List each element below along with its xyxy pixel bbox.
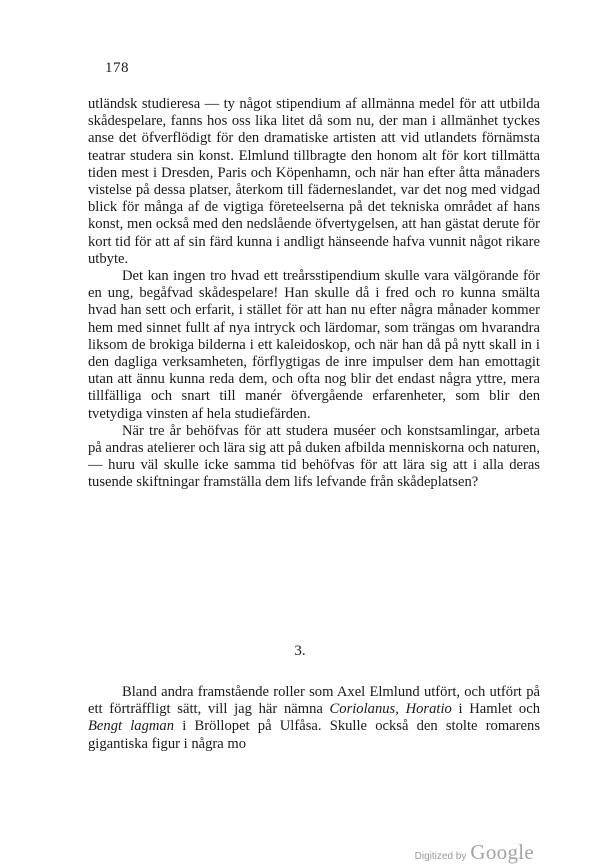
paragraph-text bbox=[399, 701, 406, 717]
paragraph: utländsk studieresa — ty något stipendium af allmänna medel för att utbilda skådespelare, fanns hos oss lika litet då som nu, der man i allmänhet tyckes anse det öfverflödigt för den dramatiske artisten att vid utlandets förnämsta teatrar studera sin konst. Elmlund tillbragte den honom alt för kort tillmätta tiden mest i Dresden, Paris och Köpenhamn, och när han efter åtta månaders vistelse på dessa platser, återkom till fäderneslandet, var det nog med vidgad blick för många af de vigtiga företeelserna på det tekniska området af hans konst, men också med den nedslående öfvertygelsen, att han gästat derute för kort tid för att af sin färd kunna i andligt hänseende hafva vunnit något rikare utbyte. bbox=[88, 96, 540, 267]
role-title-horatio: Horatio bbox=[405, 701, 452, 718]
role-title-bengt-lagman: Bengt lagman bbox=[88, 718, 175, 735]
section-number: 3. bbox=[294, 643, 306, 659]
google-logo: Google bbox=[470, 840, 534, 864]
body-text-block bbox=[88, 96, 540, 492]
body-text-block-section-3 bbox=[88, 684, 540, 753]
paragraph-text: Bland andra framstående roller som Axel Elmlund utfört, och utfört på ett förträffligt sätt, vill jag här nämna bbox=[88, 684, 540, 718]
paragraph-text: i Bröllopet på Ulfåsa. Skulle också den stolte romarens gigantiska figur i några mo bbox=[88, 718, 540, 752]
digitized-by-label: Digitized by bbox=[414, 851, 467, 862]
role-title-coriolanus: Coriolanus, bbox=[329, 701, 399, 718]
paragraph: Det kan ingen tro hvad ett treårsstipendium skulle vara välgörande för en ung, begåfvad skådespelare! Han skulle då i fred och ro kunna smälta hvad han sett och erfarit, i stället för att han nu efter några månader kommer hem med sinnet fullt af nya intryck och lärdomar, som trängas om hvarandra liksom de brokiga bilderna i ett kaleidoskop, och när han då på nytt skall in i den dagliga verksamheten, förflygtigas de inre impulser dem han emottagit utan att ännu kunna reda dem, och ofta nog blir det endast några yttre, mera tillfälliga och snart till manér öfvergående erfarenheter, som blir den tvetydiga vinsten af hela studiefärden. bbox=[88, 268, 540, 422]
page-number: 178 bbox=[105, 60, 129, 76]
paragraph-text: i Hamlet och bbox=[451, 701, 540, 718]
paragraph bbox=[88, 684, 540, 753]
paragraph: När tre år behöfvas för att studera muséer och konstsamlingar, arbeta på andras atelierer och lära sig att på duken afbilda menniskorna och naturen, — huru väl skulle icke samma tid behöfvas för att lära sig att i alla deras tusende skiftningar framställa dem lifs lefvande från skådeplatsen? bbox=[88, 422, 540, 491]
digitized-by-google-watermark bbox=[415, 840, 534, 865]
